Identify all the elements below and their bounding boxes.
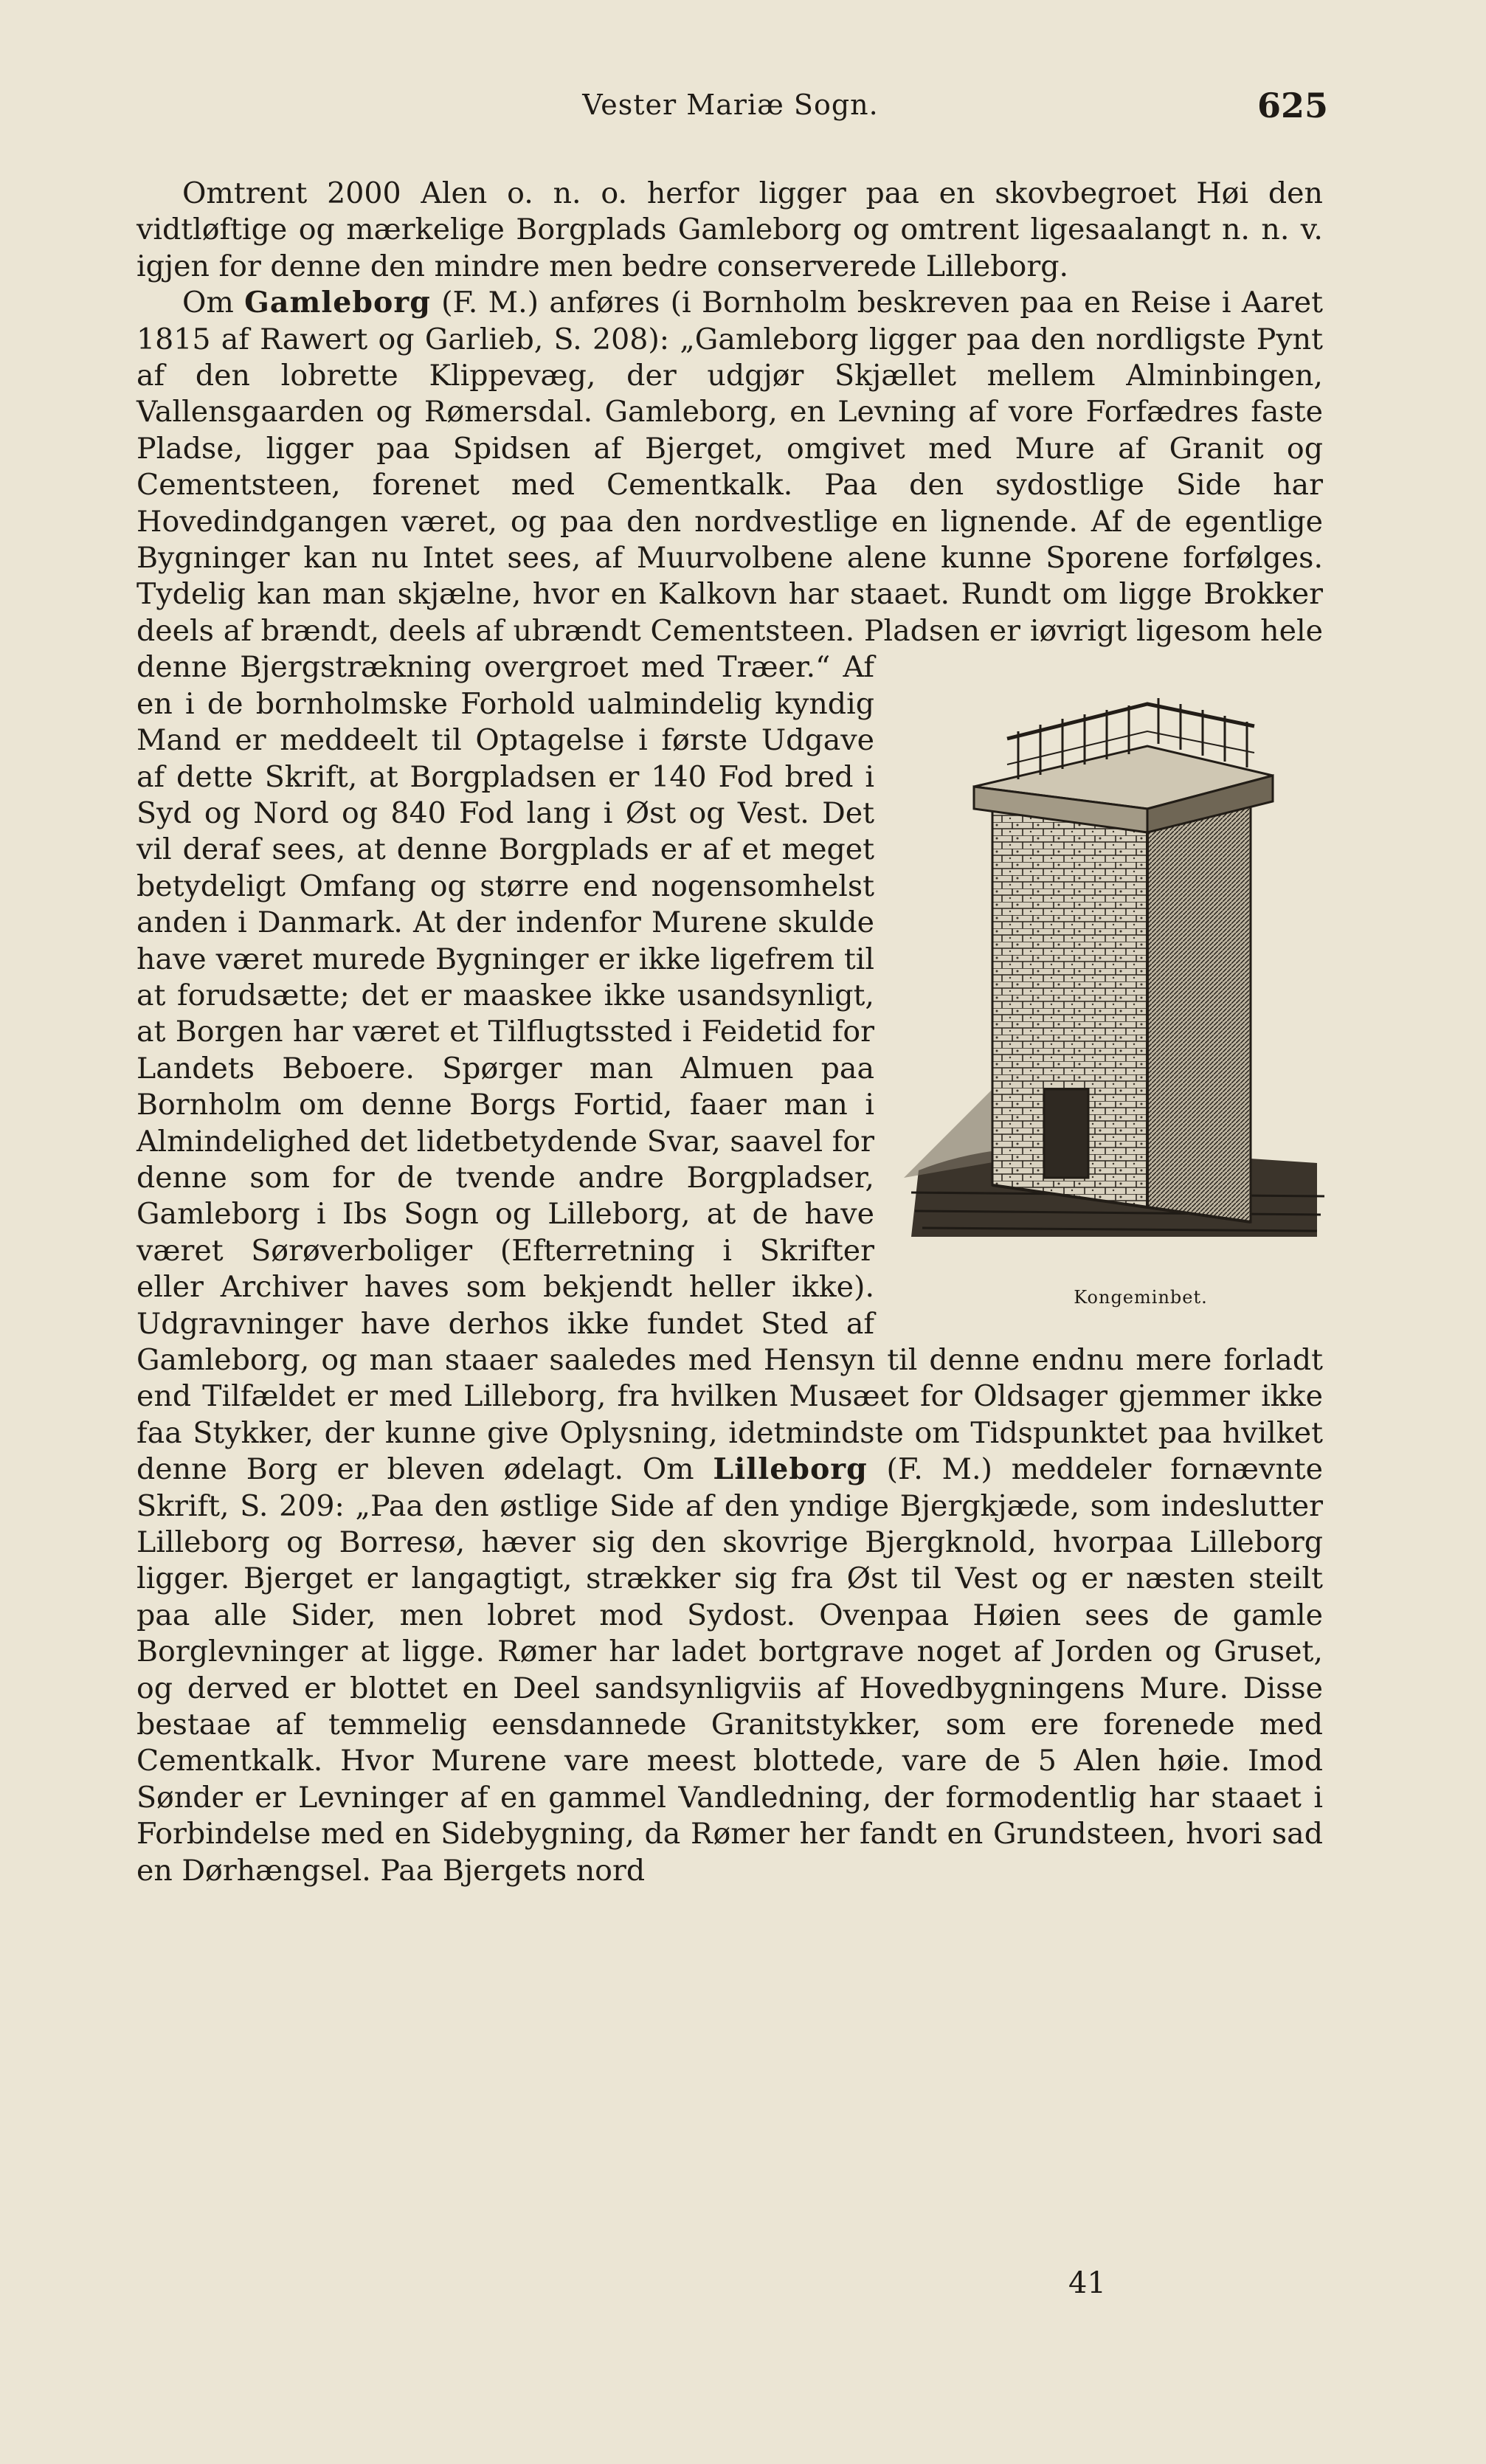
page-number: 625 [1257,86,1328,125]
signature-mark: 41 [1068,2266,1106,2300]
paragraph-2 [136,285,1323,1889]
paragraph-1 [136,176,1323,285]
paragraph-2-end: (F. M.) meddeler fornævnte Skrift, S. 209: „Paa den østlige Side af den yndige Bjergkjæde, som indeslutter Lilleborg og Borresø, hæver sig den skovrige Bjergknold, hvorpaa Lilleborg ligger. Bjerget er langagtigt, strækker sig fra Øst til Vest og er næsten steilt paa alle Sider, men lobret mod Sydost. Ovenpaa Høien sees de gamle Borglevninger at ligge. Rømer har ladet bortgrave noget af Jorden og Gruset, og derved er blottet en Deel sandsynligviis af Hovedbygningens Mure. Disse bestaae af temmelig eensdannede Granitstykker, som ere forenede med Cementkalk. Hvor Murene vare meest blottede, vare de 5 Alen høie. Imod Sønder er Levninger af en gammel Vandledning, der formodentlig har staaet i Forbindelse med en Sidebygning, da Rømer her fandt en Grundsteen, hvori sad en Dørhængsel. Paa Bjergets nord [136,1452,1324,1888]
running-header [133,74,1328,133]
monument-engraving-icon [904,676,1332,1266]
monument-figure [904,676,1332,1333]
paragraph-1-text: Omtrent 2000 Alen o. n. o. herfor ligger paa en skovbegroet Høi den vidtløftige og mærkelige Borgplads Gamleborg og omtrent ligesaalangt n. n. v. igjen for denne den mindre men bedre conserverede Lilleborg. [136,176,1323,283]
paragraph-2-mid: Om [642,1452,694,1487]
paragraph-2-body-part-b: Af en i de bornholmske Forhold ualmindelig kyndig Mand er meddeelt til Optagelse i første Udgave af dette Skrift, at Borgpladsen er 140 Fod bred i Syd og Nord og 840 Fod lang i Øst og Vest. Det vil deraf sees, at denne Borgplads er af et meget betydeligt Omfang og større end nogensomhelst anden i Danmark. At der indenfor Murene skulde have været murede Bygninger er ikke ligefrem til at forudsætte; det er maaskee ikke usandsynligt, at Borgen har været et Tilflugtssted i Feidetid for Landets Beboere. Spørger man Almuen paa Bornholm om denne Borgs Fortid, faaer man i Almindelighed det lidetbetydende Svar, saavel for denne som for de tvende andre Borgpladser, Gamleborg i Ibs Sogn og Lilleborg, at de have været Sørøverboliger (Efterretning i Skrifter eller Archiver haves som bekjendt heller ikke). Udgravninger have derhos ikke fundet Sted af Gamleborg, og man staaer saaledes med Hensyn til denne endnu mere forladt end Tilfældet er med Lilleborg, fra hvilken Musæet for Oldsager gjemmer ikke faa Stykker, der kunne give Oplysning, idetmindste om Tidspunktet paa hvilket denne Borg er bleven ødelagt. [136,650,1323,1487]
paragraph-2-body-part-a: (F. M.) anføres (i Bornholm beskreven paa en Reise i Aaret 1815 af Rawert og Garlieb, S. 208): „Gamleborg ligger paa den nordligste Pynt af den lobrette Klippevæg, der udgjør Skjællet mellem Alminbingen, Vallensgaarden og Rømersdal. Gamleborg, en Levning af vore Forfædres faste Pladse, ligger paa Spidsen af Bjerget, omgivet med Mure af Granit og Cementsteen, forenet med Cementkalk. Paa den sydostlige Side har Hovedindgangen været, og paa den nordvestlige en lignende. Af de egentlige Bygninger kan nu Intet sees, af Muurvolbene alene kunne Sporene forfølges. Tydelig kan man skjælne, hvor en Kalkovn har staaet. Rundt om ligge Brokker deels af brændt, deels af ubrændt Cementsteen. Pladsen er iøvrigt ligesom hele denne Bjergstrækning overgroet med Træer.“ [136,286,1323,685]
place-name-gamleborg: Gamleborg [244,286,431,320]
place-name-lilleborg: Lilleborg [713,1452,868,1487]
header-title: Vester Mariæ Sogn. [582,89,879,121]
paragraph-2-start: Om [182,286,234,320]
paragraph-2-body [136,286,1323,1486]
body-text [136,176,1323,1889]
figure-caption: Kongeminbet. [1074,1287,1208,1308]
